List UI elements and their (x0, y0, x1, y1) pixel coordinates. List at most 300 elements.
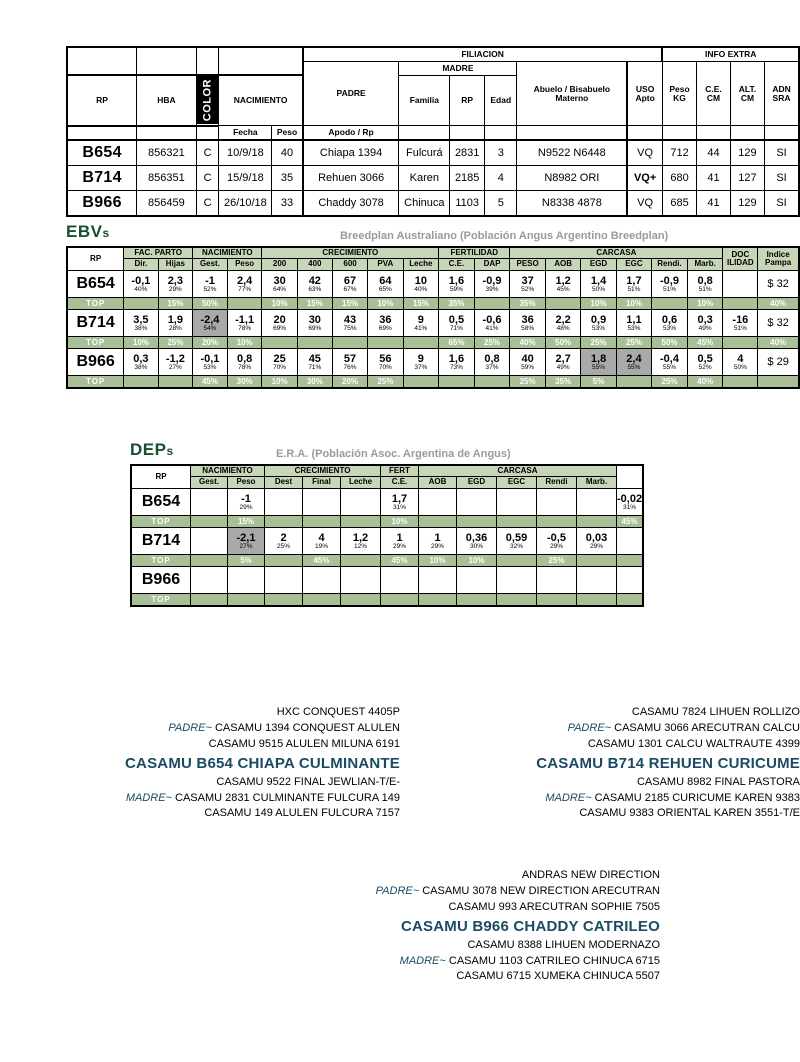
cell-alt: 129 (730, 191, 764, 217)
header-abuelo: Abuelo / Bisabuelo Materno (517, 61, 627, 125)
dam-bottom-line: CASAMU 9383 ORIENTAL KAREN 3551-T/E (579, 807, 800, 820)
cell-peso-kg: 685 (662, 191, 696, 217)
cell-hba: 856459 (137, 191, 196, 217)
ebv-table (66, 246, 800, 389)
ebv-top-value: 10% (227, 336, 262, 348)
ebv-top-value: 10% (581, 297, 616, 309)
ebv-cell-indice: $ 32 (758, 309, 799, 336)
table-header-row-2 (67, 126, 799, 140)
cell-madre-rp: 2185 (450, 166, 485, 191)
cell-adn: SI (765, 166, 799, 191)
cell-ce: 44 (697, 140, 731, 166)
ebv-cell-value: 56 70% (368, 348, 403, 375)
ebv-top-value: 25% (510, 375, 546, 388)
cell-madre-rp: 2831 (450, 140, 485, 166)
header-madre-rp: RP (450, 75, 485, 125)
table-row (67, 166, 799, 191)
ebv-top-value: 25% (652, 375, 688, 388)
ebv-cell-value: 40 59% (510, 348, 546, 375)
cell-rp: B714 (67, 166, 137, 191)
cell-uso: VQ (627, 140, 662, 166)
dep-header-marb: Marb. (577, 477, 617, 488)
ebv-top-row (67, 297, 799, 309)
ebv-cell-value: -1,1 78% (227, 309, 262, 336)
ebv-top-value: 10% (687, 297, 723, 309)
dep-top-row (131, 593, 643, 606)
ebv-top-value (474, 297, 510, 309)
padre-label: PADRE~ (567, 721, 612, 734)
cell-fecha: 26/10/18 (219, 191, 272, 217)
ebv-top-value: 10% (262, 297, 297, 309)
dep-top-value (191, 515, 228, 527)
ebv-top-value (439, 375, 475, 388)
ebv-top-row (67, 375, 799, 388)
ebv-header-rendi: Rendi. (652, 259, 688, 270)
header-rp: RP (67, 75, 137, 125)
ebv-top-value: 15% (297, 297, 332, 309)
pedigree-block (0, 705, 408, 822)
ebv-top-value: 45% (687, 336, 723, 348)
ebv-header-gest: Gest. (193, 259, 228, 270)
dep-top-value (265, 554, 303, 566)
dep-top-value: 15% (228, 515, 265, 527)
ebv-cell-value: 43 75% (332, 309, 367, 336)
cell-peso: 40 (272, 140, 303, 166)
ebv-top-value: 40% (687, 375, 723, 388)
ebv-top-value (124, 375, 158, 388)
dep-top-value (497, 593, 537, 606)
dep-cell-value (457, 566, 497, 593)
dep-header-row (131, 477, 643, 488)
sire-bottom-line: CASAMU 9515 ALULEN MILUNA 6191 (208, 737, 400, 750)
dam-line: MADRE~ CASAMU 1103 CATRILEO CHINUCA 6715 (399, 954, 660, 967)
header-hba: HBA (137, 75, 196, 125)
dep-cell-value (341, 488, 381, 515)
cell-rp: B654 (67, 140, 137, 166)
dep-top-value (577, 554, 617, 566)
cell-color: C (196, 166, 219, 191)
dam-top-line: CASAMU 8388 LIHUEN MODERNAZO (467, 938, 660, 951)
ebv-cell-value: 0,6 53% (652, 309, 688, 336)
dam-bottom-line: CASAMU 149 ALULEN FULCURA 7157 (204, 807, 400, 820)
ebv-row (67, 309, 799, 336)
dam-top-line: CASAMU 8982 FINAL PASTORA (636, 775, 800, 788)
ebv-cell-rp: B654 (67, 270, 124, 297)
cell-fecha: 10/9/18 (219, 140, 272, 166)
dep-cell-value (265, 566, 303, 593)
cell-uso: VQ (627, 191, 662, 217)
header-peso: Peso (272, 126, 303, 140)
table-row (67, 140, 799, 166)
ebv-top-value (158, 375, 193, 388)
dep-cell-value: -1 29% (228, 488, 265, 515)
dep-top-value: 10% (457, 554, 497, 566)
cell-uso: VQ+ (627, 166, 662, 191)
dep-header-egd: EGD (457, 477, 497, 488)
sire-top-line: ANDRAS NEW DIRECTION (521, 869, 660, 881)
dep-section-title: DEPs (130, 440, 174, 459)
dam-line: MADRE~ CASAMU 2831 CULMINANTE FULCURA 149 (125, 791, 400, 804)
dep-top-value (303, 593, 341, 606)
ebv-header-indice: Indice Pampa (758, 247, 799, 270)
ebv-top-value: 35% (439, 297, 475, 309)
ebv-top-value: 45% (193, 375, 228, 388)
cell-adn: SI (765, 191, 799, 217)
ebv-top-value: 50% (545, 336, 580, 348)
dep-header-nacimiento: NACIMIENTO (191, 465, 265, 477)
ebv-header-row (67, 259, 799, 270)
ebv-top-value: 30% (227, 375, 262, 388)
ebv-header-peso: Peso (227, 259, 262, 270)
dep-top-value (265, 515, 303, 527)
dep-top-value (381, 593, 419, 606)
dep-cell-value (577, 488, 617, 515)
table-group-header-row (67, 47, 799, 61)
ebv-cell-value: 30 69% (297, 309, 332, 336)
cell-edad: 4 (485, 166, 517, 191)
ebv-header-dir: Dir. (124, 259, 158, 270)
ebv-cell-value: -1 52% (193, 270, 228, 297)
cell-padre: Chaddy 3078 (303, 191, 399, 217)
ebv-cell-value: -0,9 39% (474, 270, 510, 297)
ebv-cell-value: 2,4 55% (616, 348, 651, 375)
dep-cell-value: 1,7 31% (381, 488, 419, 515)
dep-cell-value: 2 25% (265, 527, 303, 554)
ebv-cell-value: -0,6 41% (474, 309, 510, 336)
dep-top-value (191, 554, 228, 566)
header-peso-kg: Peso KG (662, 61, 696, 125)
ebv-section-title: EBVs (66, 222, 110, 241)
cell-edad: 3 (485, 140, 517, 166)
ebv-cell-value: 0,8 37% (474, 348, 510, 375)
ebv-top-value: 10% (368, 297, 403, 309)
ebv-header-rp: RP (67, 247, 124, 270)
ebv-cell-value: 36 69% (368, 309, 403, 336)
ebv-top-value: 40% (510, 336, 546, 348)
dep-cell-value (228, 566, 265, 593)
ebv-header-aob: AOB (545, 259, 580, 270)
dep-cell-value (497, 566, 537, 593)
dep-cell-value: 0,03 29% (577, 527, 617, 554)
ebv-top-doc (723, 336, 758, 348)
dep-top-value (497, 515, 537, 527)
dep-top-value (228, 593, 265, 606)
header-edad: Edad (485, 75, 517, 125)
header-ce-cm: C.E. CM (697, 61, 731, 125)
dep-top-value (537, 593, 577, 606)
dep-cell-value (457, 488, 497, 515)
ebv-cell-value: 3,5 38% (124, 309, 158, 336)
dep-header-leche: Leche (341, 477, 381, 488)
dep-header-rp: RP (131, 465, 191, 488)
ebv-top-value (124, 297, 158, 309)
header-apodo-rp: Apodo / Rp (303, 126, 399, 140)
ebv-cell-value: 10 40% (403, 270, 439, 297)
ebv-cell-value: 42 63% (297, 270, 332, 297)
dep-header-carcasa: CARCASA (419, 465, 617, 477)
dep-cell-value: 1,2 12% (341, 527, 381, 554)
animal-name: CASAMU B654 CHIAPA CULMINANTE (125, 754, 400, 772)
cell-padre: Rehuen 3066 (303, 166, 399, 191)
ebv-header-600: 600 (332, 259, 367, 270)
dep-header-aob: AOB (419, 477, 457, 488)
dep-group-header-row (131, 465, 643, 477)
ebv-top-value (368, 336, 403, 348)
ebv-top-value: 10% (262, 375, 297, 388)
ebv-cell-value: -0,4 55% (652, 348, 688, 375)
dep-top-value (419, 515, 457, 527)
ebv-cell-value: 0,8 78% (227, 348, 262, 375)
ebv-cell-value: -2,4 54% (193, 309, 228, 336)
ebv-top-value: 35% (510, 297, 546, 309)
ebv-table-wrapper (66, 246, 800, 389)
padre-label: PADRE~ (168, 721, 212, 734)
ebv-cell-value: 9 37% (403, 348, 439, 375)
dep-cell-value: 0,36 30% (457, 527, 497, 554)
ebv-top-value: 5% (581, 375, 616, 388)
cell-edad: 5 (485, 191, 517, 217)
ebv-cell-value: 0,5 52% (687, 348, 723, 375)
header-familia: Familia (399, 75, 450, 125)
dep-header-rendi: Rendi (537, 477, 577, 488)
dep-cell-value (497, 488, 537, 515)
ebv-cell-value: -0,1 53% (193, 348, 228, 375)
table-row (67, 191, 799, 217)
header-padre: PADRE (303, 61, 399, 125)
dep-cell-value (191, 488, 228, 515)
dep-top-value: 45% (617, 515, 644, 527)
dep-row (131, 488, 643, 515)
ebv-top-value: 25% (474, 336, 510, 348)
ebv-top-value: 50% (193, 297, 228, 309)
ebv-top-value (262, 336, 297, 348)
ebv-cell-value: 64 65% (368, 270, 403, 297)
ebv-top-indice: 40% (758, 336, 799, 348)
dep-top-value (341, 593, 381, 606)
ebv-cell-value: 1,7 51% (616, 270, 651, 297)
dep-table-wrapper (130, 464, 644, 607)
dep-cell-value (191, 527, 228, 554)
ebv-cell-value: 30 64% (262, 270, 297, 297)
ebv-cell-value: 2,3 29% (158, 270, 193, 297)
ebv-header-doc: DOC ILIDAD (723, 247, 758, 270)
ebv-header-200: 200 (262, 259, 297, 270)
ebv-top-value (332, 336, 367, 348)
cell-abuelo: N8982 ORI (517, 166, 627, 191)
ebv-cell-value: 0,3 49% (687, 309, 723, 336)
cell-ce: 41 (697, 191, 731, 217)
header-info-extra: INFO EXTRA (662, 47, 799, 61)
dep-cell-value (617, 566, 644, 593)
ebv-top-indice: 40% (758, 297, 799, 309)
ebv-top-value (545, 297, 580, 309)
dep-top-value (457, 593, 497, 606)
ebv-top-value (474, 375, 510, 388)
ebv-cell-value: 2,4 77% (227, 270, 262, 297)
header-filiacion: FILIACION (303, 47, 663, 61)
cell-abuelo: N9522 N6448 (517, 140, 627, 166)
dep-top-value (419, 593, 457, 606)
header-nacimiento: NACIMIENTO (219, 75, 303, 125)
dep-top-value (457, 515, 497, 527)
cell-familia: Karen (399, 166, 450, 191)
dep-top-value: 10% (381, 515, 419, 527)
ebv-top-value: 25% (581, 336, 616, 348)
ebv-cell-value: 0,9 53% (581, 309, 616, 336)
ebv-cell-value: -0,9 51% (652, 270, 688, 297)
dep-cell-value: -2,1 27% (228, 527, 265, 554)
dep-header-gest: Gest. (191, 477, 228, 488)
cell-padre: Chiapa 1394 (303, 140, 399, 166)
cell-alt: 129 (730, 140, 764, 166)
dep-cell-rp: B714 (131, 527, 191, 554)
ebv-cell-value: 1,9 28% (158, 309, 193, 336)
cell-adn: SI (765, 140, 799, 166)
ebv-header-hijas: Hijas (158, 259, 193, 270)
ebv-top-value: 35% (545, 375, 580, 388)
ebv-header-pva: PVA (368, 259, 403, 270)
dep-top-value (577, 593, 617, 606)
dep-cell-value (419, 488, 457, 515)
ebv-top-value (403, 336, 439, 348)
ebv-row (67, 270, 799, 297)
ebv-top-value (403, 375, 439, 388)
dep-top-row (131, 554, 643, 566)
ebv-cell-value: 1,8 55% (581, 348, 616, 375)
dep-header-final: Final (303, 477, 341, 488)
ebv-cell-value: 25 70% (262, 348, 297, 375)
ebv-cell-value: 1,4 50% (581, 270, 616, 297)
ebv-cell-value: 2,2 48% (545, 309, 580, 336)
ebv-cell-indice: $ 29 (758, 348, 799, 375)
ebv-cell-rp: B966 (67, 348, 124, 375)
sire-bottom-line: CASAMU 1301 CALCU WALTRAUTE 4399 (587, 737, 800, 750)
dep-cell-value: 0,59 32% (497, 527, 537, 554)
dep-top-value (191, 593, 228, 606)
ebv-cell-value: 36 58% (510, 309, 546, 336)
sire-top-line: HXC CONQUEST 4405P (276, 706, 400, 718)
padre-label: PADRE~ (375, 884, 420, 897)
ebv-header-egc: EGC (616, 259, 651, 270)
ebv-top-value: 50% (652, 336, 688, 348)
dep-cell-rp: B966 (131, 566, 191, 593)
ebv-cell-value: 2,7 49% (545, 348, 580, 375)
ebv-cell-value: 20 69% (262, 309, 297, 336)
dep-section-subtitle: E.R.A. (Población Asoc. Argentina de Angus) (276, 448, 511, 460)
dep-cell-value: -0,02 31% (617, 488, 644, 515)
header-uso-apto: USO Apto (627, 61, 662, 125)
dep-cell-value (537, 566, 577, 593)
ebv-top-value: 65% (439, 336, 475, 348)
dep-top-value (265, 593, 303, 606)
ebv-top-value (616, 375, 651, 388)
madre-label: MADRE~ (399, 954, 446, 967)
ebv-cell-value: 1,2 45% (545, 270, 580, 297)
dep-cell-value (577, 566, 617, 593)
ebv-top-label: TOP (67, 336, 124, 348)
animal-name: CASAMU B714 REHUEN CURICUME (536, 754, 800, 772)
ebv-top-label: TOP (67, 297, 124, 309)
dep-row (131, 527, 643, 554)
ebv-top-indice (758, 375, 799, 388)
ebv-cell-value: 57 76% (332, 348, 367, 375)
madre-label: MADRE~ (545, 791, 592, 804)
ebv-top-doc (723, 375, 758, 388)
ebv-cell-value: 37 52% (510, 270, 546, 297)
sire-line: PADRE~ CASAMU 1394 CONQUEST ALULEN (168, 721, 400, 734)
ebv-cell-value: 1,1 53% (616, 309, 651, 336)
dep-cell-value (341, 566, 381, 593)
dep-top-value: 5% (228, 554, 265, 566)
animal-name: CASAMU B966 CHADDY CATRILEO (400, 917, 660, 935)
cell-rp: B966 (67, 191, 137, 217)
cell-peso: 33 (272, 191, 303, 217)
dep-top-value (497, 554, 537, 566)
ebv-cell-value: -1,2 27% (158, 348, 193, 375)
ebv-cell-value: -0,1 40% (124, 270, 158, 297)
ebv-cell-value: 0,8 51% (687, 270, 723, 297)
dep-top-value (537, 515, 577, 527)
dep-cell-value (191, 566, 228, 593)
ebv-header-400: 400 (297, 259, 332, 270)
dep-header-egc: EGC (497, 477, 537, 488)
ebv-header-fac-parto: FAC. PARTO (124, 247, 193, 259)
cell-color: C (196, 140, 219, 166)
dep-top-value: 45% (303, 554, 341, 566)
ebv-top-value (652, 297, 688, 309)
dep-cell-value (303, 566, 341, 593)
cell-peso-kg: 712 (662, 140, 696, 166)
dep-top-value (577, 515, 617, 527)
dep-cell-value (381, 566, 419, 593)
cell-fecha: 15/9/18 (219, 166, 272, 191)
ebv-top-value: 15% (332, 297, 367, 309)
dep-table (130, 464, 644, 607)
dep-top-value (617, 554, 644, 566)
ebv-cell-value: 67 67% (332, 270, 367, 297)
animal-info-table-wrapper (66, 46, 800, 217)
cell-peso: 35 (272, 166, 303, 191)
dam-top-line: CASAMU 9522 FINAL JEWLIAN-T/E- (216, 775, 400, 788)
dep-cell-rp: B654 (131, 488, 191, 515)
ebv-header-fertilidad: FERTILIDAD (439, 247, 510, 259)
dep-header-peso: Peso (228, 477, 265, 488)
ebv-header-ce: C.E. (439, 259, 475, 270)
dep-top-row (131, 515, 643, 527)
cell-madre-rp: 1103 (450, 191, 485, 217)
ebv-top-value: 25% (368, 375, 403, 388)
ebv-top-value: 30% (297, 375, 332, 388)
ebv-header-dap: DAP (474, 259, 510, 270)
header-alt-cm: ALT. CM (730, 61, 764, 125)
dep-top-value (341, 554, 381, 566)
sire-top-line: CASAMU 7824 LIHUEN ROLLIZO (631, 706, 800, 718)
dep-cell-value (617, 527, 644, 554)
dep-header-ce: C.E. (381, 477, 419, 488)
ebv-top-value: 20% (332, 375, 367, 388)
cell-abuelo: N8338 4878 (517, 191, 627, 217)
ebv-top-value: 15% (158, 297, 193, 309)
dep-cell-value: 1 29% (419, 527, 457, 554)
cell-familia: Fulcurá (399, 140, 450, 166)
ebv-cell-value: 1,6 73% (439, 348, 475, 375)
ebv-header-egd: EGD (581, 259, 616, 270)
ebv-header-carcasa: CARCASA (510, 247, 723, 259)
ebv-cell-doc (723, 270, 758, 297)
pedigree-block (400, 705, 800, 822)
madre-label: MADRE~ (125, 791, 172, 804)
sire-line: PADRE~ CASAMU 3078 NEW DIRECTION ARECUTRAN (375, 884, 660, 897)
